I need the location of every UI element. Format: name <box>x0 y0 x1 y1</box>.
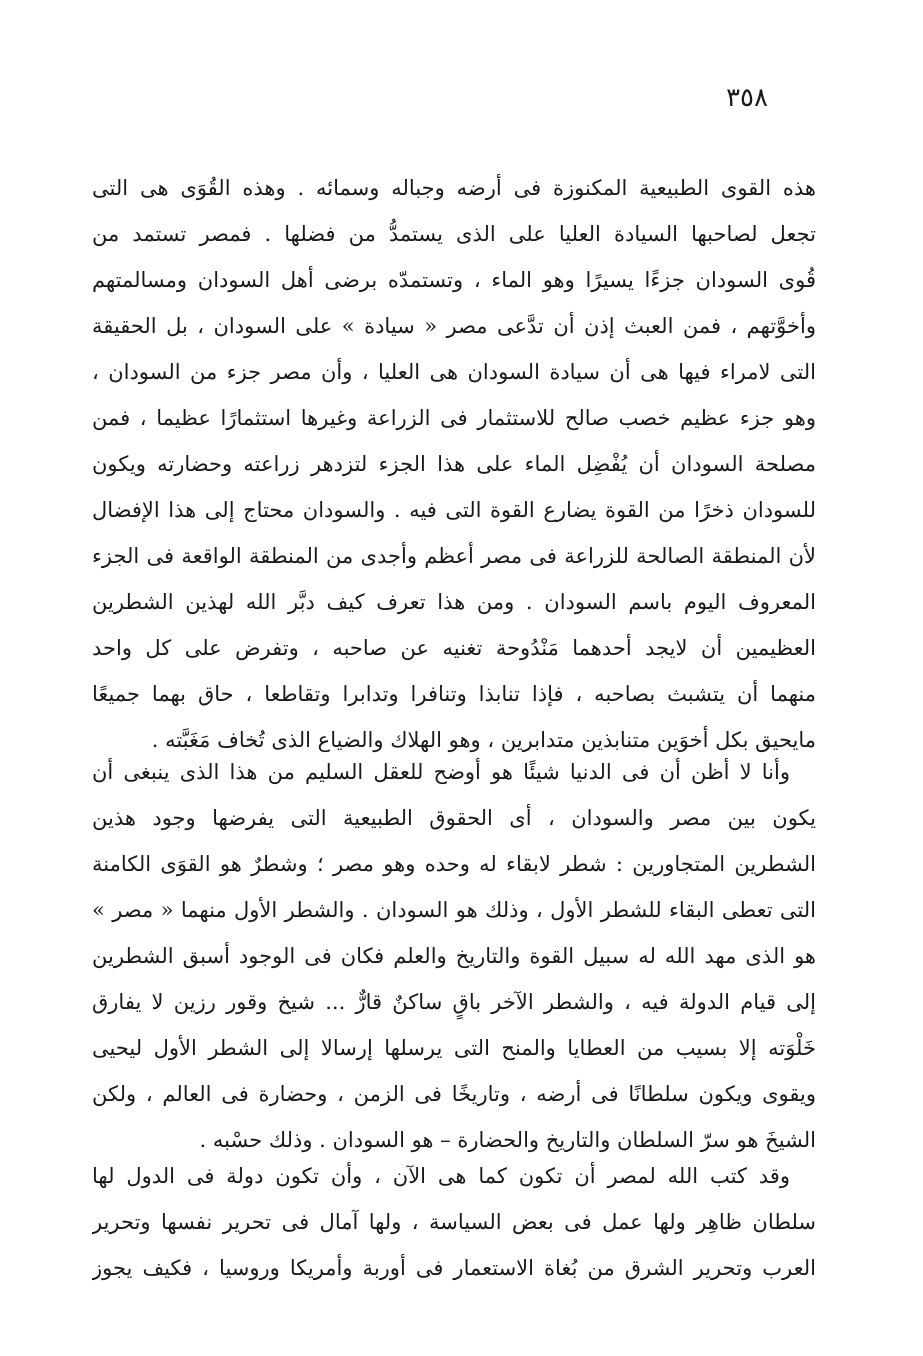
text-line: العظيمين أن لايجد أحدهما مَنْدُوحة تغنيه عن صاحبه ، وتفرض على كل واحد <box>92 636 816 660</box>
text-line: لأن المنطقة الصالحة للزراعة فى مصر أعظم وأجدى من المنطقة الواقعة فى الجزء <box>92 544 816 568</box>
text-line: مايحيق بكل أخوَين متنابذين متدابرين ، وهو الهلاك والضياع الذى تُخاف مَغَبَّته . <box>151 728 816 752</box>
paragraph-2 <box>92 749 816 1163</box>
text-line: الشطرين المتجاورين : شطر لابقاء له وحده وهو مصر ؛ وشطرٌ هو القوَى الكامنة <box>92 852 816 876</box>
text-line: التى لامراء فيها هى أن سيادة السودان هى العليا ، وأن مصر جزء من السودان ، <box>92 360 816 384</box>
text-line: خَلْوَته إلا بسيب من العطايا والمنح التى يرسلها إرسالا إلى الشطر الأول ليحيى <box>92 1036 816 1060</box>
text-line: هذه القوى الطبيعية المكنوزة فى أرضه وجباله وسمائه . وهذه القُوَى هى التى <box>92 176 816 200</box>
text-line: العرب وتحرير الشرق من بُغاة الاستعمار فى أوربة وأمريكا وروسيا ، فكيف يجوز <box>92 1256 816 1280</box>
paragraph-3 <box>92 1153 816 1291</box>
text-line: مصلحة السودان أن يُفْضِل الماء على هذا الجزء لتزدهر زراعته وحضارته ويكون <box>92 452 816 476</box>
text-line: هو الذى مهد الله له سبيل القوة والتاريخ والعلم فكان فى الوجود أسبق الشطرين <box>92 944 816 968</box>
text-line: إلى قيام الدولة فيه ، والشطر الآخر باقٍ ساكنٌ قارٌّ ... شيخ وقور رزين لا يفارق <box>92 990 816 1014</box>
text-line: المعروف اليوم باسم السودان . ومن هذا تعرف كيف دبَّر الله لهذين الشطرين <box>92 590 816 614</box>
text-line: تجعل لصاحبها السيادة العليا على الذى يستمدُّ من فضلها . فمصر تستمد من <box>92 222 816 246</box>
text-line: منهما أن يتشبث بصاحبه ، فإذا تنابذا وتنافرا وتدابرا وتقاطعا ، حاق بهما جميعًا <box>92 682 816 706</box>
page-number: ٣٥٨ <box>726 83 768 113</box>
text-line: وقد كتب الله لمصر أن تكون كما هى الآن ، وأن تكون دولة فى الدول لها <box>92 1164 790 1188</box>
paragraph-1 <box>92 165 816 763</box>
text-line: وأخوَّتهم ، فمن العبث إذن أن تدَّعى مصر « سيادة » على السودان ، بل الحقيقة <box>92 314 816 338</box>
text-line: وهو جزء عظيم خصب صالح للاستثمار فى الزراعة وغيرها استثمارًا عظيما ، فمن <box>92 406 816 430</box>
text-line: يكون بين مصر والسودان ، أى الحقوق الطبيعية التى يفرضها وجود هذين <box>92 806 816 830</box>
text-line: قُوى السودان جزءًا يسيرًا وهو الماء ، وتستمدّه برضى أهل السودان ومسالمتهم <box>92 268 816 292</box>
text-line: سلطان ظاهِر ولها عمل فى بعض السياسة ، ولها آمال فى تحرير نفسها وتحرير <box>92 1210 816 1234</box>
text-line: التى تعطى البقاء للشطر الأول ، وذلك هو السودان . والشطر الأول منهما « مصر » <box>92 898 816 922</box>
text-line: للسودان ذخرًا من القوة يضارع القوة التى فيه . والسودان محتاج إلى هذا الإفضال <box>92 498 816 522</box>
text-line: وأنا لا أظن أن فى الدنيا شيئًا هو أوضح للعقل السليم من هذا الذى ينبغى أن <box>92 760 790 784</box>
text-line: ويقوى ويكون سلطانًا فى أرضه ، وتاريخًا فى الزمن ، وحضارة فى العالم ، ولكن <box>92 1082 816 1106</box>
text-line: الشيخَ هو سرّ السلطان والتاريخ والحضارة – هو السودان . وذلك حسْبه . <box>199 1128 816 1152</box>
